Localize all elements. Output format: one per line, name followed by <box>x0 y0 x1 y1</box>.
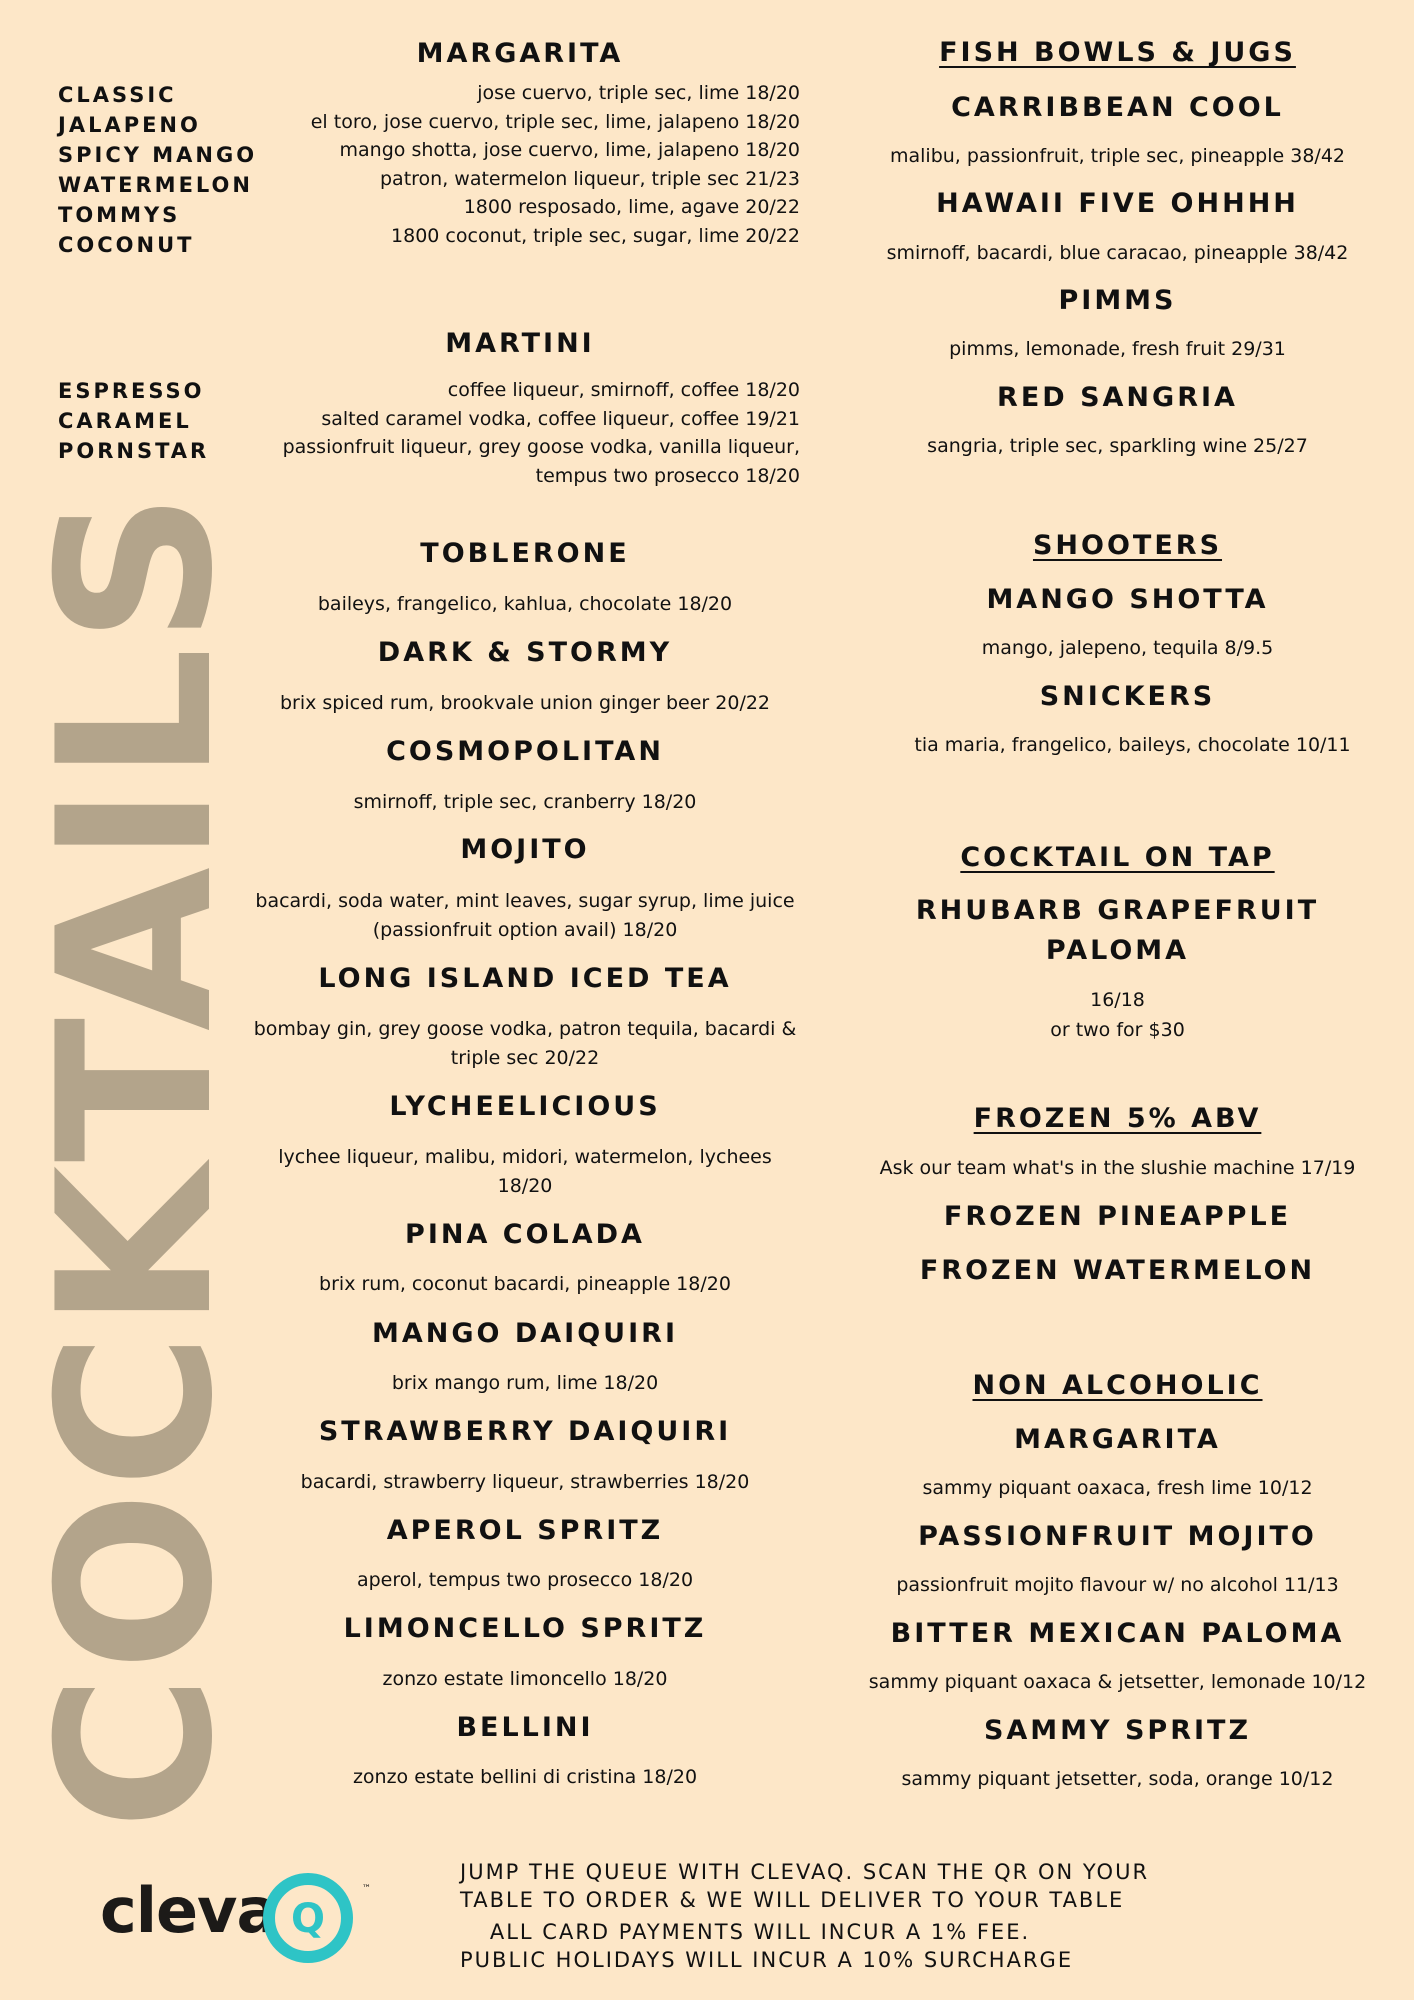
cocktail-name: TOBLERONE <box>420 538 630 569</box>
cocktail-desc: zonzo estate bellini di cristina 18/20 <box>352 1766 698 1788</box>
fish-bowl-name: HAWAII FIVE OHHHH <box>936 188 1299 219</box>
footer-line: JUMP THE QUEUE WITH CLEVAQ. SCAN THE QR ON YOUR <box>460 1860 1150 1884</box>
frozen-item: FROZEN WATERMELON <box>919 1255 1316 1286</box>
frozen-desc: Ask our team what's in the slushie machine 17/19 <box>879 1157 1356 1179</box>
martini-name-list <box>58 376 209 466</box>
list-item: PORNSTAR <box>58 439 210 463</box>
cocktail-name: PINA COLADA <box>405 1219 645 1250</box>
list-item: salted caramel vodka, coffee liqueur, coffee 19/21 <box>321 407 800 430</box>
on-tap-title: COCKTAIL ON TAP <box>960 842 1275 873</box>
cocktail-desc: aperol, tempus two prosecco 18/20 <box>356 1569 694 1591</box>
cocktail-name: APEROL SPRITZ <box>386 1515 664 1546</box>
list-item: JALAPENO <box>58 113 201 137</box>
margarita-title: MARGARITA <box>416 38 624 69</box>
cocktail-desc: baileys, frangelico, kahlua, chocolate 18/20 <box>317 593 733 615</box>
margarita-desc-list <box>311 79 800 250</box>
list-item: coffee liqueur, smirnoff, coffee 18/20 <box>447 379 800 401</box>
cocktail-desc: zonzo estate limoncello 18/20 <box>382 1668 668 1690</box>
non-alcoholic-name: SAMMY SPRITZ <box>983 1715 1252 1746</box>
footer-line: TABLE TO ORDER & WE WILL DELIVER TO YOUR TABLE <box>460 1888 1125 1912</box>
cocktail-name: STRAWBERRY DAIQUIRI <box>318 1416 732 1447</box>
list-item: jose cuervo, triple sec, lime 18/20 <box>477 82 800 104</box>
cocktail-name: MANGO DAIQUIRI <box>372 1318 678 1349</box>
cocktail-desc: lychee liqueur, malibu, midori, watermelon, lychees 18/20 <box>278 1146 772 1197</box>
martini-desc-list <box>283 376 800 490</box>
cocktail-desc: bombay gin, grey goose vodka, patron tequila, bacardi & triple sec 20/22 <box>253 1018 797 1069</box>
list-item: CLASSIC <box>58 83 177 107</box>
list-item: 1800 coconut, triple sec, sugar, lime 20/22 <box>391 224 800 247</box>
cocktail-name: COSMOPOLITAN <box>386 736 664 767</box>
list-item: tempus two prosecco 18/20 <box>535 464 800 487</box>
non-alcoholic-name: BITTER MEXICAN PALOMA <box>890 1618 1345 1649</box>
list-item: TOMMYS <box>58 203 181 227</box>
fish-bowl-desc: pimms, lemonade, fresh fruit 29/31 <box>949 338 1286 360</box>
cocktail-desc: brix rum, coconut bacardi, pineapple 18/20 <box>319 1273 731 1295</box>
non-alcoholic-name: PASSIONFRUIT MOJITO <box>918 1521 1317 1552</box>
logo-q-icon <box>262 1872 354 1964</box>
cocktail-name: LYCHEELICIOUS <box>389 1091 661 1122</box>
martini-title: MARTINI <box>445 328 595 359</box>
on-tap-name-line1: RHUBARB GRAPEFRUIT <box>915 895 1320 926</box>
non-alcoholic-desc: passionfruit mojito flavour w/ no alcohol 11/13 <box>896 1574 1339 1596</box>
fish-bowl-name: CARRIBBEAN COOL <box>951 92 1284 123</box>
logo-letter: Q <box>290 1896 326 1942</box>
fish-bowl-name: RED SANGRIA <box>997 382 1238 413</box>
cocktail-desc: smirnoff, triple sec, cranberry 18/20 <box>353 791 697 813</box>
cocktail-name: BELLINI <box>456 1712 594 1743</box>
on-tap-offer: or two for $30 <box>1050 1019 1185 1041</box>
frozen-title: FROZEN 5% ABV <box>973 1103 1262 1134</box>
on-tap-name-line2: PALOMA <box>1045 935 1190 966</box>
cocktail-desc: brix mango rum, lime 18/20 <box>391 1372 659 1394</box>
frozen-item: FROZEN PINEAPPLE <box>943 1201 1292 1232</box>
margarita-name-list <box>58 80 257 260</box>
shooter-name: SNICKERS <box>1039 681 1216 712</box>
shooter-desc: mango, jalepeno, tequila 8/9.5 <box>981 637 1274 659</box>
fish-bowl-desc: sangria, triple sec, sparkling wine 25/27 <box>927 435 1308 457</box>
list-item: passionfruit liqueur, grey goose vodka, vanilla liqueur, <box>282 436 800 458</box>
cocktail-name: LONG ISLAND ICED TEA <box>318 963 732 994</box>
cocktail-desc: bacardi, soda water, mint leaves, sugar syrup, lime juice (passionfruit option avail) 18/20 <box>255 890 795 941</box>
fish-bowl-desc: smirnoff, bacardi, blue caracao, pineapple 38/42 <box>886 242 1349 264</box>
list-item: patron, watermelon liqueur, triple sec 21/23 <box>380 167 800 190</box>
list-item: SPICY MANGO <box>58 143 258 167</box>
side-title-cocktails: COCKTAILS <box>12 488 259 1830</box>
cocktail-name: LIMONCELLO SPRITZ <box>343 1613 707 1644</box>
on-tap-price: 16/18 <box>1090 989 1145 1011</box>
fish-bowl-desc: malibu, passionfruit, triple sec, pineapple 38/42 <box>889 145 1345 167</box>
shooters-title: SHOOTERS <box>1032 530 1223 561</box>
non-alcoholic-name: MARGARITA <box>1014 1424 1221 1455</box>
non-alcoholic-desc: sammy piquant jetsetter, soda, orange 10/12 <box>901 1768 1334 1790</box>
fish-bowls-title: FISH BOWLS & JUGS <box>939 37 1296 68</box>
trademark-mark: ™ <box>362 1884 371 1894</box>
list-item: WATERMELON <box>58 173 253 197</box>
non-alcoholic-desc: sammy piquant oaxaca, fresh lime 10/12 <box>922 1477 1313 1499</box>
list-item: CARAMEL <box>58 409 192 433</box>
list-item: el toro, jose cuervo, triple sec, lime, jalapeno 18/20 <box>310 110 800 133</box>
cocktail-name: MOJITO <box>460 834 590 865</box>
fish-bowl-name: PIMMS <box>1058 285 1177 316</box>
cocktail-name: DARK & STORMY <box>377 637 673 668</box>
shooter-desc: tia maria, frangelico, baileys, chocolate 10/11 <box>914 734 1351 756</box>
footer-line: PUBLIC HOLIDAYS WILL INCUR A 10% SURCHARGE <box>460 1948 1074 1972</box>
list-item: COCONUT <box>58 233 195 257</box>
list-item: mango shotta, jose cuervo, lime, jalapeno 18/20 <box>339 139 800 161</box>
cocktail-desc: bacardi, strawberry liqueur, strawberries 18/20 <box>300 1471 750 1493</box>
list-item: 1800 resposado, lime, agave 20/22 <box>463 196 800 218</box>
footer-line: ALL CARD PAYMENTS WILL INCUR A 1% FEE. <box>489 1920 1031 1944</box>
cocktail-desc: brix spiced rum, brookvale union ginger beer 20/22 <box>279 692 771 714</box>
non-alcoholic-title: NON ALCOHOLIC <box>972 1370 1263 1401</box>
footer-notice <box>460 1858 1150 1974</box>
shooter-name: MANGO SHOTTA <box>986 584 1269 615</box>
non-alcoholic-desc: sammy piquant oaxaca & jetsetter, lemonade 10/12 <box>868 1671 1367 1693</box>
logo-wordmark: cleva <box>100 1874 278 1947</box>
list-item: ESPRESSO <box>58 379 205 403</box>
